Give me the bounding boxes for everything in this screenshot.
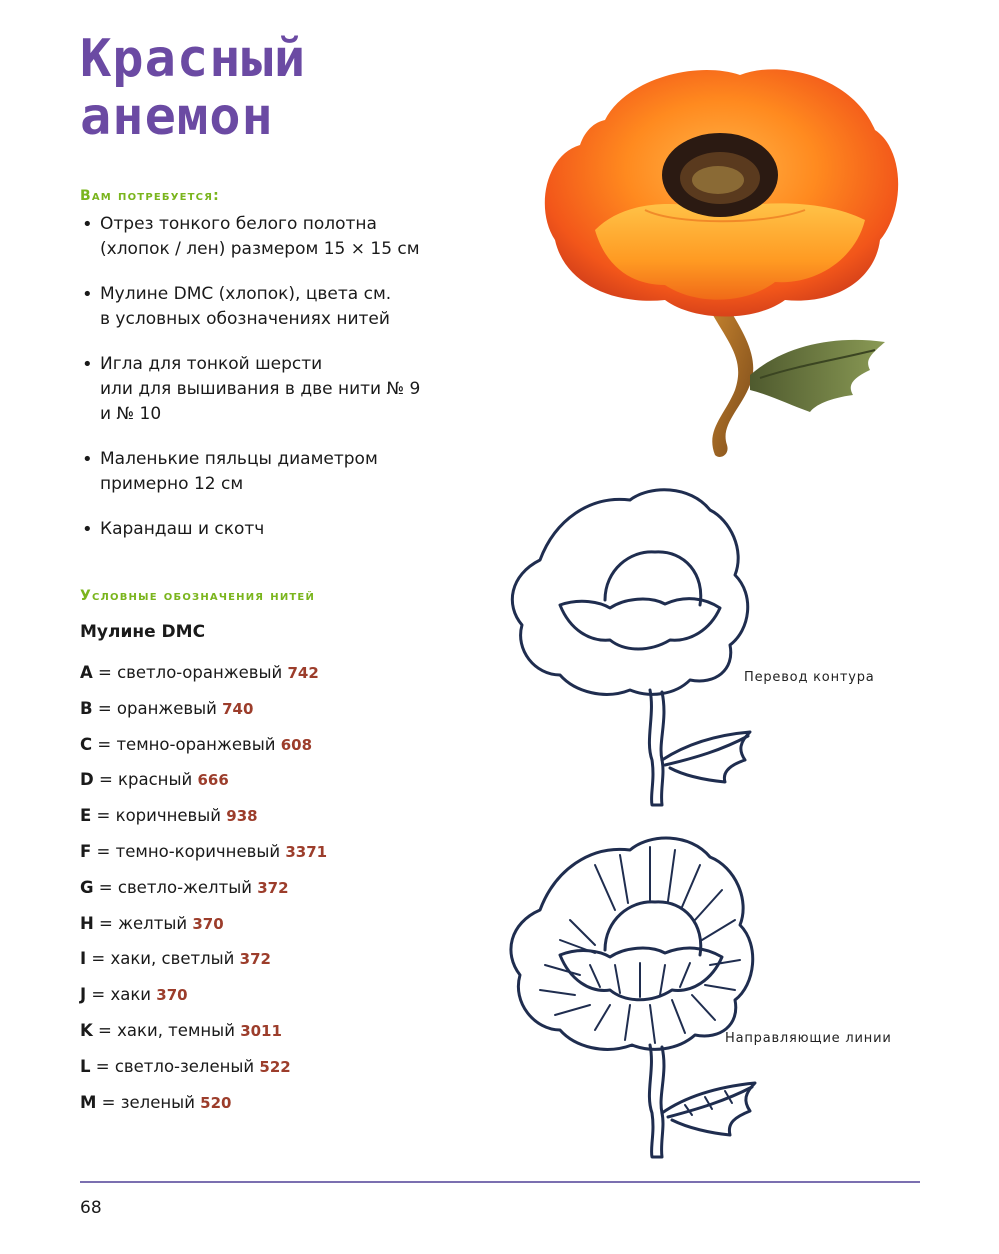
legend-color-name: темно-коричневый [115, 841, 281, 861]
legend-code: 522 [259, 1057, 291, 1076]
legend-entry: G = светло-желтый 372 [80, 877, 289, 897]
thread-legend [80, 660, 327, 1125]
list-item-line: примерно 12 см [100, 474, 244, 494]
legend-entry: E = коричневый 938 [80, 806, 258, 826]
list-item [80, 447, 490, 497]
list-item-line: или для вышивания в две нити № 9 [100, 379, 421, 399]
legend-code: 742 [287, 664, 319, 682]
legend-letter: B [80, 698, 93, 718]
legend-letter: J [80, 985, 87, 1005]
anemone-guide-lines-drawing [500, 825, 790, 1165]
legend-letter: H [80, 913, 94, 933]
supplies-heading: Вам потребуется: [80, 188, 220, 204]
legend-code: 370 [192, 914, 224, 933]
legend-code: 3011 [240, 1021, 282, 1040]
list-item-line: • Игла для тонкой шерсти [100, 354, 323, 374]
legend-letter: E [80, 806, 92, 826]
legend-code: 370 [156, 986, 188, 1005]
legend-code: 3371 [285, 842, 328, 861]
list-item [80, 517, 490, 542]
list-item-line: (хлопок / лен) размером 15 × 15 см [100, 239, 420, 259]
legend-letter: A [80, 663, 93, 682]
legend-letter: K [80, 1020, 93, 1040]
list-item [80, 212, 490, 262]
legend-code: 372 [239, 950, 271, 969]
legend-entry: L = светло-зеленый 522 [80, 1056, 291, 1076]
legend-color-name: хаки, темный [117, 1020, 235, 1040]
legend-letter: C [80, 734, 93, 754]
legend-color-name: желтый [118, 913, 188, 933]
footer-divider [80, 1181, 920, 1183]
legend-color-name: темно-оранжевый [116, 734, 276, 754]
legend-entry: H = желтый 370 [80, 913, 224, 933]
legend-letter: G [80, 877, 94, 897]
legend-letter: F [80, 841, 92, 861]
legend-entry: J = хаки 370 [80, 985, 188, 1005]
page-title [80, 30, 306, 146]
list-item [80, 352, 490, 427]
legend-code: 666 [197, 771, 229, 790]
legend-code: 740 [222, 699, 254, 718]
legend-code: 938 [226, 807, 258, 826]
legend-heading: Условные обозначения нитей [80, 588, 316, 604]
legend-entry: M = зеленый 520 [80, 1092, 232, 1112]
legend-subheading: Мулине DMC [80, 622, 206, 642]
legend-color-name: светло-оранжевый [117, 663, 283, 682]
legend-entry: C = темно-оранжевый 608 [80, 734, 313, 754]
legend-entry: F = темно-коричневый 3371 [80, 841, 328, 861]
legend-code: 520 [200, 1093, 232, 1112]
list-item-line: • Карандаш и скотч [100, 519, 265, 539]
guides-caption: Направляющие линии [725, 1031, 892, 1046]
list-item-line: • Отрез тонкого белого полотна [100, 214, 377, 234]
legend-entry: B = оранжевый 740 [80, 698, 254, 718]
legend-entry: A = светло-оранжевый 742 [80, 663, 319, 682]
legend-entry: K = хаки, темный 3011 [80, 1020, 282, 1040]
legend-entry: D = красный 666 [80, 770, 229, 790]
title-line-1: Красный [80, 29, 307, 89]
legend-code: 372 [257, 878, 289, 897]
legend-color-name: хаки [110, 985, 152, 1005]
title-line-2: анемон [80, 87, 274, 147]
list-item [80, 282, 490, 332]
list-item-line: в условных обозначениях нитей [100, 309, 390, 329]
list-item-line: • Маленькие пяльцы диаметром [100, 449, 378, 469]
embroidered-anemone-photo [535, 60, 940, 460]
legend-color-name: красный [118, 770, 193, 790]
legend-code: 608 [280, 735, 313, 754]
legend-letter: M [80, 1092, 97, 1112]
legend-letter: D [80, 770, 94, 790]
legend-color-name: светло-желтый [117, 877, 252, 897]
legend-color-name: зеленый [120, 1092, 195, 1112]
supplies-list [80, 212, 490, 562]
legend-letter: I [80, 949, 87, 969]
legend-entry: I = хаки, светлый 372 [80, 949, 271, 969]
list-item-line: • Мулине DMC (хлопок), цвета см. [100, 284, 392, 304]
outline-caption: Перевод контура [744, 670, 875, 685]
legend-color-name: светло-зеленый [114, 1056, 255, 1076]
legend-color-name: оранжевый [116, 698, 217, 718]
legend-letter: L [80, 1056, 91, 1076]
list-item-line: и № 10 [100, 404, 162, 424]
anemone-outline-drawing [500, 480, 760, 815]
legend-color-name: коричневый [115, 806, 222, 826]
legend-color-name: хаки, светлый [110, 949, 235, 969]
page-number: 68 [80, 1198, 102, 1218]
